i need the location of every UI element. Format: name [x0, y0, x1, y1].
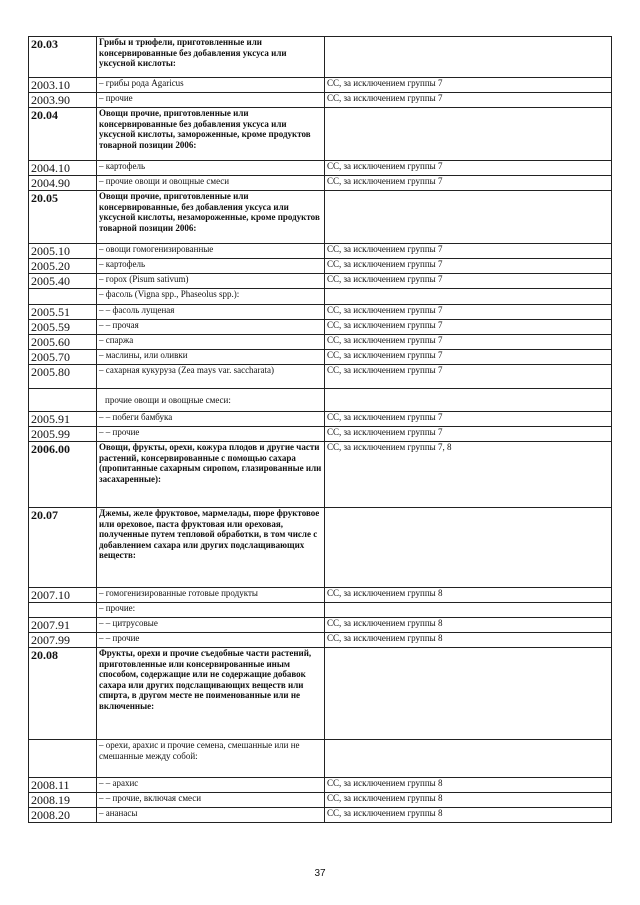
table-row: [29, 808, 612, 823]
table-row: [29, 793, 612, 808]
description: – спаржа: [97, 335, 325, 350]
hs-code: 20.03: [29, 37, 97, 78]
origin-rule: СС, за исключением группы 7: [325, 305, 612, 320]
description: – – фасоль лущеная: [97, 305, 325, 320]
hs-code: 2003.90: [29, 93, 97, 108]
description: Овощи прочие, приготовленные или консервированные, без добавления уксуса или уксусной кислоты, незамороженные, кроме продуктов товарной позиции 2006:: [97, 191, 325, 244]
description: – маслины, или оливки: [97, 350, 325, 365]
origin-rule: СС, за исключением группы 8: [325, 808, 612, 823]
origin-rule: СС, за исключением группы 8: [325, 633, 612, 648]
table-row: [29, 442, 612, 508]
table-row: [29, 176, 612, 191]
description: Овощи прочие, приготовленные или консервированные без добавления уксуса или уксусной кислоты, замороженные, кроме продуктов товарной позиции 2006:: [97, 108, 325, 161]
description: – овощи гомогенизированные: [97, 244, 325, 259]
description: – – прочая: [97, 320, 325, 335]
table-row: [29, 289, 612, 305]
origin-rule: СС, за исключением группы 8: [325, 778, 612, 793]
description: Джемы, желе фруктовое, мармелады, пюре фруктовое или ореховое, паста фруктовая или ореховая, полученные путем тепловой обработки, в том числе с добавлением сахара или других подслащивающих веществ:: [97, 508, 325, 588]
table-row: [29, 305, 612, 320]
description: Овощи, фрукты, орехи, кожура плодов и другие части растений, консервированные с помощью сахара (пропитанные сахарным сиропом, глазированные или засахаренные):: [97, 442, 325, 508]
table-row: [29, 78, 612, 93]
hs-code: 2006.00: [29, 442, 97, 508]
description: – – прочие: [97, 427, 325, 442]
tariff-table-body: [29, 37, 612, 823]
origin-rule: [325, 289, 612, 305]
description: – горох (Pisum sativum): [97, 274, 325, 289]
table-row: [29, 259, 612, 274]
description: – – прочие: [97, 633, 325, 648]
origin-rule: СС, за исключением группы 7: [325, 412, 612, 427]
origin-rule: СС, за исключением группы 7: [325, 350, 612, 365]
origin-rule: СС, за исключением группы 7, 8: [325, 442, 612, 508]
table-row: [29, 191, 612, 244]
origin-rule: [325, 108, 612, 161]
hs-code: 20.04: [29, 108, 97, 161]
origin-rule: СС, за исключением группы 7: [325, 320, 612, 335]
description: – картофель: [97, 259, 325, 274]
hs-code: 2005.20: [29, 259, 97, 274]
origin-rule: СС, за исключением группы 8: [325, 793, 612, 808]
origin-rule: [325, 740, 612, 778]
description: прочие овощи и овощные смеси:: [97, 389, 325, 412]
table-row: [29, 648, 612, 740]
origin-rule: СС, за исключением группы 8: [325, 588, 612, 603]
hs-code: 2008.11: [29, 778, 97, 793]
description: – – арахис: [97, 778, 325, 793]
table-row: [29, 108, 612, 161]
hs-code: 2003.10: [29, 78, 97, 93]
hs-code: 2005.59: [29, 320, 97, 335]
origin-rule: СС, за исключением группы 7: [325, 274, 612, 289]
hs-code: 2005.99: [29, 427, 97, 442]
hs-code: 20.08: [29, 648, 97, 740]
hs-code: 2004.10: [29, 161, 97, 176]
origin-rule: [325, 648, 612, 740]
origin-rule: [325, 508, 612, 588]
hs-code: 2008.20: [29, 808, 97, 823]
table-row: [29, 274, 612, 289]
origin-rule: СС, за исключением группы 7: [325, 244, 612, 259]
table-row: [29, 350, 612, 365]
description: – картофель: [97, 161, 325, 176]
hs-code: 20.07: [29, 508, 97, 588]
hs-code: 2007.10: [29, 588, 97, 603]
table-row: [29, 37, 612, 78]
origin-rule: СС, за исключением группы 8: [325, 618, 612, 633]
description: – прочие: [97, 93, 325, 108]
hs-code: 2005.10: [29, 244, 97, 259]
hs-code: 2004.90: [29, 176, 97, 191]
tariff-table: [28, 36, 612, 823]
hs-code: 2007.99: [29, 633, 97, 648]
origin-rule: [325, 191, 612, 244]
table-row: [29, 588, 612, 603]
hs-code: [29, 289, 97, 305]
table-row: [29, 244, 612, 259]
hs-code: [29, 389, 97, 412]
description: – гомогенизированные готовые продукты: [97, 588, 325, 603]
description: – – прочие, включая смеси: [97, 793, 325, 808]
hs-code: 20.05: [29, 191, 97, 244]
origin-rule: СС, за исключением группы 7: [325, 161, 612, 176]
hs-code: 2008.19: [29, 793, 97, 808]
table-row: [29, 161, 612, 176]
table-row: [29, 93, 612, 108]
table-row: [29, 365, 612, 389]
table-row: [29, 618, 612, 633]
description: – – цитрусовые: [97, 618, 325, 633]
table-row: [29, 778, 612, 793]
description: – орехи, арахис и прочие семена, смешанные или не смешанные между собой:: [97, 740, 325, 778]
table-row: [29, 603, 612, 618]
origin-rule: СС, за исключением группы 7: [325, 427, 612, 442]
hs-code: 2005.80: [29, 365, 97, 389]
table-row: [29, 412, 612, 427]
description: – фасоль (Vigna spp., Phaseolus spp.):: [97, 289, 325, 305]
origin-rule: СС, за исключением группы 7: [325, 365, 612, 389]
table-row: [29, 335, 612, 350]
description: Грибы и трюфели, приготовленные или консервированные без добавления уксуса или уксусной кислоты:: [97, 37, 325, 78]
hs-code: 2005.70: [29, 350, 97, 365]
page-number: 37: [314, 868, 326, 879]
description: Фрукты, орехи и прочие съедобные части растений, приготовленные или консервированные иным способом, содержащие или не содержащие добавок сахара или других подслащивающих веществ или спирта, в другом месте не поименованные или не включенные:: [97, 648, 325, 740]
description: – ананасы: [97, 808, 325, 823]
description: – прочие:: [97, 603, 325, 618]
hs-code: 2005.40: [29, 274, 97, 289]
hs-code: 2005.51: [29, 305, 97, 320]
origin-rule: СС, за исключением группы 7: [325, 93, 612, 108]
origin-rule: СС, за исключением группы 7: [325, 176, 612, 191]
origin-rule: СС, за исключением группы 7: [325, 78, 612, 93]
description: – прочие овощи и овощные смеси: [97, 176, 325, 191]
table-row: [29, 633, 612, 648]
description: – – побеги бамбука: [97, 412, 325, 427]
description: – сахарная кукуруза (Zea mays var. saccharata): [97, 365, 325, 389]
hs-code: [29, 603, 97, 618]
table-row: [29, 389, 612, 412]
hs-code: 2005.60: [29, 335, 97, 350]
origin-rule: [325, 37, 612, 78]
hs-code: 2005.91: [29, 412, 97, 427]
origin-rule: СС, за исключением группы 7: [325, 259, 612, 274]
hs-code: [29, 740, 97, 778]
table-row: [29, 320, 612, 335]
description: – грибы рода Agaricus: [97, 78, 325, 93]
table-row: [29, 427, 612, 442]
origin-rule: [325, 389, 612, 412]
table-row: [29, 740, 612, 778]
origin-rule: [325, 603, 612, 618]
hs-code: 2007.91: [29, 618, 97, 633]
table-row: [29, 508, 612, 588]
origin-rule: СС, за исключением группы 7: [325, 335, 612, 350]
